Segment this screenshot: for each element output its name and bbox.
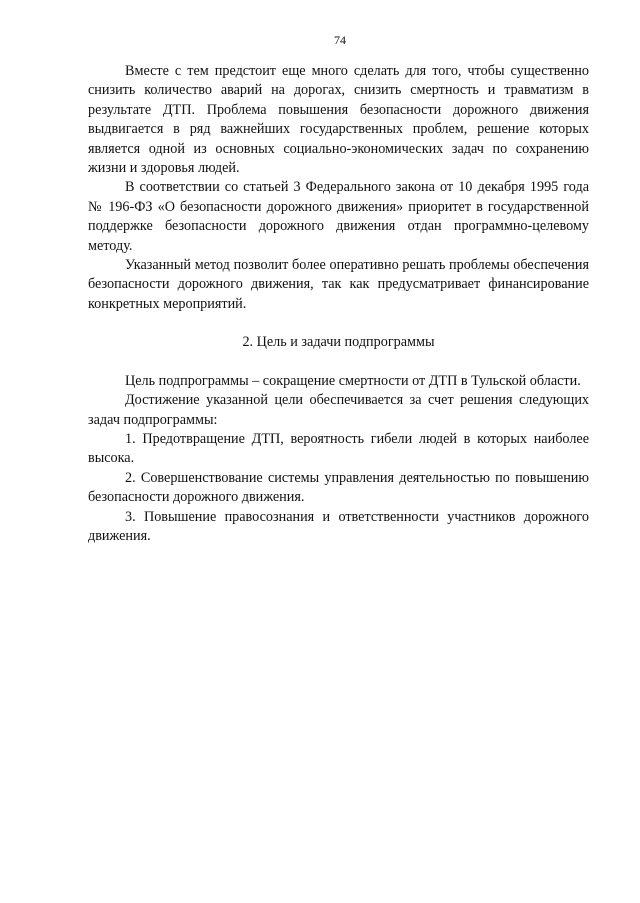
task-item: 2. Совершенствование системы управления деятельностью по повышению безопасности дорожного движения.	[88, 469, 589, 506]
task-item: 1. Предотвращение ДТП, вероятность гибели людей в которых наиболее высока.	[88, 430, 589, 467]
task-item: 3. Повышение правосознания и ответственности участников дорожного движения.	[88, 508, 589, 544]
body-paragraph: В соответствии со статьей 3 Федерального закона от 10 декабря 1995 года № 196-ФЗ «О безопасности дорожного движения» приоритет в государственной поддержке безопасности дорожного движения отдан программно-целевому методу.	[88, 179, 589, 254]
section-heading: 2. Цель и задачи подпрограммы	[242, 334, 435, 351]
section-paragraph: Достижение указанной цели обеспечивается за счет решения следующих задач подпрограммы:	[88, 392, 589, 428]
body-paragraph: Вместе с тем предстоит еще много сделать для того, чтобы существенно снизить количество аварий на дорогах, снизить смертность и травматизм в результате ДТП. Проблема повышения безопасности дорожного движения выдвигается в ряд важнейших государственных проблем, решение которых является одной из основных социально-экономических задач по сохранению жизни и здоровья людей.	[88, 63, 589, 177]
page-body	[88, 62, 589, 546]
page-number: 74	[334, 33, 346, 47]
section-paragraph: Цель подпрограммы – сокращение смертности от ДТП в Тульской области.	[125, 372, 581, 389]
body-paragraph: Указанный метод позволит более оперативно решать проблемы обеспечения безопасности дорожного движения, так как предусматривает финансирование конкретных мероприятий.	[88, 257, 589, 312]
